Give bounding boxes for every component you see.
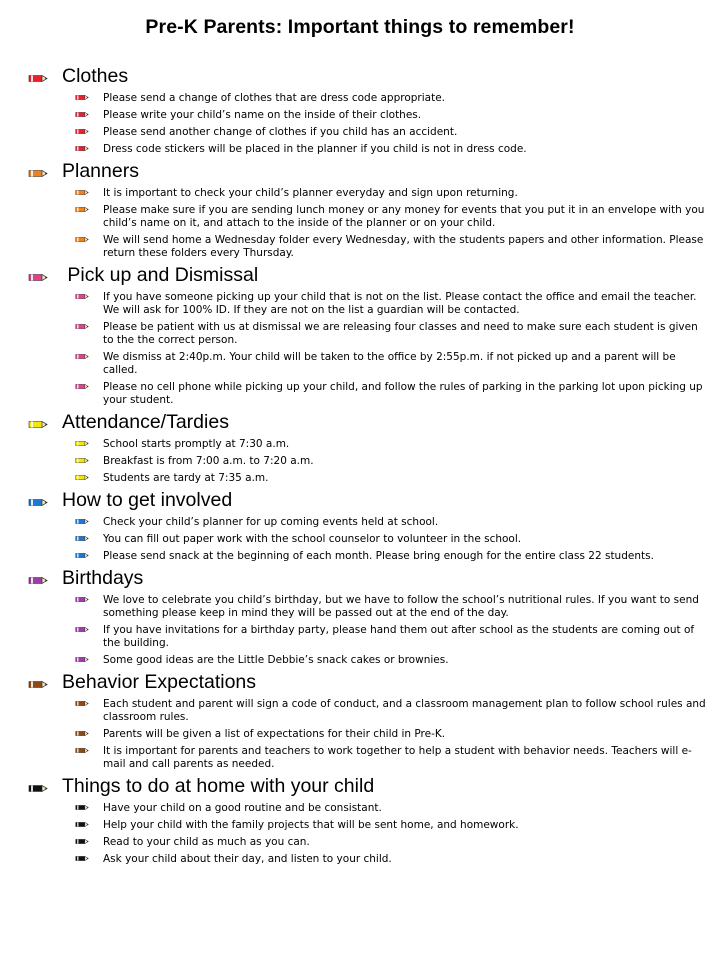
list-item	[27, 624, 707, 650]
list-item-text: Please write your child’s name on the inside of their clothes.	[103, 109, 422, 121]
section-heading-row	[27, 264, 707, 288]
section-heading: Planners	[62, 160, 139, 182]
pencil-icon	[75, 820, 89, 829]
bullet-list	[27, 291, 707, 407]
pencil-icon	[75, 473, 89, 482]
list-item-text: Please send snack at the beginning of each month. Please bring enough for the entire class 22 students.	[103, 550, 654, 562]
pencil-icon	[75, 352, 89, 361]
list-item-text: It is important for parents and teachers to work together to help a student with behavior needs. Teachers will e-mail and call parents as needed.	[103, 745, 692, 770]
list-item-text: School starts promptly at 7:30 a.m.	[103, 438, 290, 450]
list-item	[27, 516, 707, 529]
section-heading-row	[27, 411, 707, 435]
pencil-icon	[75, 110, 89, 119]
pencil-icon	[75, 517, 89, 526]
pencil-icon	[28, 417, 48, 428]
list-item-text: Parents will be given a list of expectations for their child in Pre-K.	[103, 728, 446, 740]
pencil-icon	[75, 655, 89, 664]
list-item	[27, 836, 707, 849]
list-item-text: Read to your child as much as you can.	[103, 836, 310, 848]
list-item	[27, 381, 707, 407]
list-item	[27, 321, 707, 347]
bullet-list	[27, 594, 707, 667]
pencil-icon	[75, 235, 89, 244]
list-item-text: Please be patient with us at dismissal we are releasing four classes and need to make sure each student is given to the the correct person.	[103, 321, 698, 346]
bullet-list	[27, 802, 707, 866]
pencil-icon	[28, 495, 48, 506]
list-item	[27, 533, 707, 546]
list-item-text: Please send a change of clothes that are dress code appropriate.	[103, 92, 446, 104]
section	[27, 567, 707, 667]
list-item-text: You can fill out paper work with the school counselor to volunteer in the school.	[103, 533, 522, 545]
list-item	[27, 472, 707, 485]
pencil-icon	[75, 439, 89, 448]
section-heading: Pick up and Dismissal	[62, 264, 259, 286]
list-item-text: Each student and parent will sign a code of conduct, and a classroom management plan to follow school rules and classroom rules.	[103, 698, 706, 723]
pencil-icon	[28, 166, 48, 177]
pencil-icon	[75, 188, 89, 197]
list-item	[27, 802, 707, 815]
list-item	[27, 654, 707, 667]
section	[27, 775, 707, 866]
list-item-text: Ask your child about their day, and listen to your child.	[103, 853, 392, 865]
pencil-icon	[75, 382, 89, 391]
section-heading: Attendance/Tardies	[62, 411, 229, 433]
list-item-text: Please no cell phone while picking up your child, and follow the rules of parking in the parking lot upon picking up your student.	[103, 381, 703, 406]
list-item	[27, 745, 707, 771]
pencil-icon	[75, 746, 89, 755]
pencil-icon	[75, 205, 89, 214]
list-item-text: Please send another change of clothes if you child has an accident.	[103, 126, 458, 138]
list-item	[27, 204, 707, 230]
pencil-icon	[75, 456, 89, 465]
section-heading: Birthdays	[62, 567, 144, 589]
pencil-icon	[75, 93, 89, 102]
list-item-text: Check your child’s planner for up coming events held at school.	[103, 516, 439, 528]
list-item-text: If you have invitations for a birthday party, please hand them out after school as the students are coming out of the building.	[103, 624, 695, 649]
pencil-icon	[75, 625, 89, 634]
list-item	[27, 234, 707, 260]
pencil-icon	[75, 595, 89, 604]
list-item-text: We will send home a Wednesday folder every Wednesday, with the students papers and other information. Please return these folders every Thursday.	[103, 234, 704, 259]
pencil-icon	[75, 322, 89, 331]
bullet-list	[27, 438, 707, 485]
pencil-icon	[75, 534, 89, 543]
list-item-text: Please make sure if you are sending lunch money or any money for events that you put it in an envelope with you child’s name on it, and attach to the inside of the planner or on your child.	[103, 204, 705, 229]
list-item-text: It is important to check your child’s planner everyday and sign upon returning.	[103, 187, 518, 199]
list-item	[27, 594, 707, 620]
list-item-text: Breakfast is from 7:00 a.m. to 7:20 a.m.	[103, 455, 314, 467]
list-item	[27, 126, 707, 139]
sections-list	[27, 65, 707, 870]
list-item	[27, 728, 707, 741]
section-heading: Clothes	[62, 65, 129, 87]
section	[27, 160, 707, 260]
list-item	[27, 109, 707, 122]
bullet-list	[27, 516, 707, 563]
section-heading-row	[27, 775, 707, 799]
pencil-icon	[75, 837, 89, 846]
section	[27, 411, 707, 485]
list-item-text: Have your child on a good routine and be consistant.	[103, 802, 382, 814]
pencil-icon	[75, 144, 89, 153]
list-item-text: Students are tardy at 7:35 a.m.	[103, 472, 269, 484]
list-item-text: Help your child with the family projects that will be sent home, and homework.	[103, 819, 519, 831]
list-item	[27, 351, 707, 377]
list-item	[27, 438, 707, 451]
bullet-list	[27, 187, 707, 260]
pencil-icon	[75, 803, 89, 812]
section-heading: Behavior Expectations	[62, 671, 257, 693]
pencil-icon	[75, 292, 89, 301]
list-item	[27, 698, 707, 724]
list-item-text: We dismiss at 2:40p.m. Your child will be taken to the office by 2:55p.m. if not picked up and a parent will be called.	[103, 351, 676, 376]
list-item	[27, 143, 707, 156]
pencil-icon	[28, 270, 48, 281]
list-item	[27, 853, 707, 866]
page-title: Pre-K Parents: Important things to remember!	[145, 16, 575, 38]
section	[27, 264, 707, 407]
section-heading-row	[27, 489, 707, 513]
section-heading: How to get involved	[62, 489, 233, 511]
list-item-text: We love to celebrate you child’s birthday, but we have to follow the school’s nutritional rules. If you want to send something please keep in mind they will be passed out at the end of the day.	[103, 594, 699, 619]
section	[27, 65, 707, 156]
pencil-icon	[28, 781, 48, 792]
section-heading-row	[27, 671, 707, 695]
section	[27, 489, 707, 563]
bullet-list	[27, 92, 707, 156]
section-heading-row	[27, 65, 707, 89]
pencil-icon	[28, 677, 48, 688]
pencil-icon	[75, 729, 89, 738]
bullet-list	[27, 698, 707, 771]
list-item	[27, 455, 707, 468]
section-heading-row	[27, 160, 707, 184]
list-item	[27, 550, 707, 563]
pencil-icon	[75, 551, 89, 560]
list-item-text: Dress code stickers will be placed in the planner if you child is not in dress code.	[103, 143, 527, 155]
list-item	[27, 819, 707, 832]
list-item	[27, 92, 707, 105]
pencil-icon	[28, 71, 48, 82]
list-item	[27, 291, 707, 317]
list-item	[27, 187, 707, 200]
section	[27, 671, 707, 771]
list-item-text: If you have someone picking up your child that is not on the list. Please contact the office and email the teacher. We will ask for 100% ID. If they are not on the list a guardian will be contacted.	[103, 291, 697, 316]
section-heading: Things to do at home with your child	[62, 775, 375, 797]
pencil-icon	[75, 854, 89, 863]
pencil-icon	[75, 699, 89, 708]
pencil-icon	[75, 127, 89, 136]
list-item-text: Some good ideas are the Little Debbie’s snack cakes or brownies.	[103, 654, 449, 666]
pencil-icon	[28, 573, 48, 584]
section-heading-row	[27, 567, 707, 591]
